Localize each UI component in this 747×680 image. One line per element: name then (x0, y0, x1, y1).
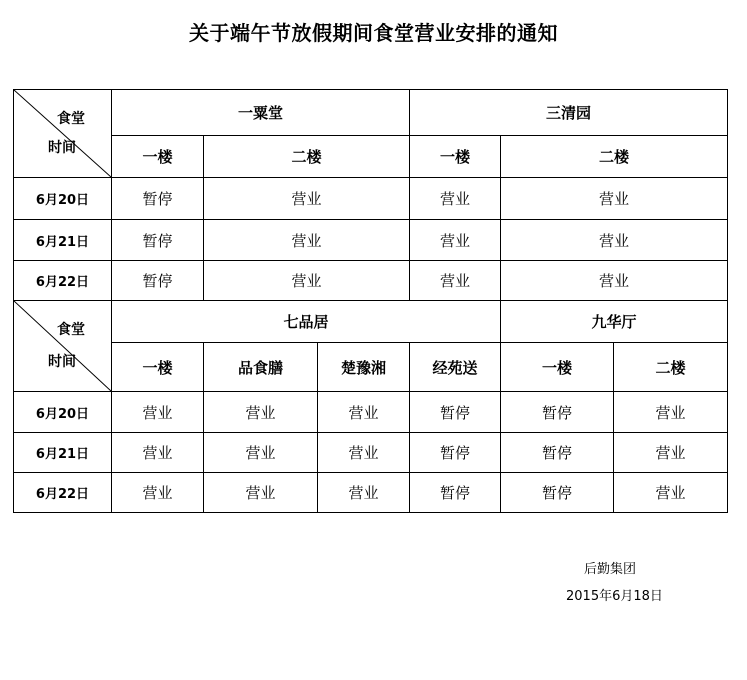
time-label: 时间 (48, 140, 76, 156)
status-cell: 营业 (410, 220, 501, 261)
status-cell: 营业 (318, 392, 410, 433)
status-cell: 暂停 (410, 433, 501, 473)
date-cell: 6月22日 (14, 261, 112, 301)
table-row (14, 473, 728, 513)
floor-header: 二楼 (204, 136, 410, 178)
status-cell: 营业 (614, 473, 728, 513)
status-cell: 暂停 (501, 433, 614, 473)
status-cell: 暂停 (410, 392, 501, 433)
status-cell: 营业 (204, 220, 410, 261)
canteen-name: 九华厅 (501, 301, 728, 343)
corner-header (14, 301, 112, 392)
schedule-table-2 (13, 300, 728, 513)
status-cell: 营业 (112, 473, 204, 513)
status-cell: 营业 (410, 261, 501, 301)
date-cell: 6月21日 (14, 220, 112, 261)
floor-header: 二楼 (501, 136, 728, 178)
status-cell: 营业 (318, 433, 410, 473)
diagonal-line (14, 90, 111, 177)
floor-header: 一楼 (501, 343, 614, 392)
status-cell: 营业 (614, 433, 728, 473)
status-cell: 营业 (112, 433, 204, 473)
canteen-name: 一粟堂 (112, 90, 410, 136)
status-cell: 暂停 (112, 178, 204, 220)
diagonal-line (14, 301, 111, 391)
notice-title: 关于端午节放假期间食堂营业安排的通知 (189, 21, 558, 45)
status-cell: 营业 (204, 433, 318, 473)
status-cell: 营业 (204, 261, 410, 301)
floor-header: 楚豫湘 (318, 343, 410, 392)
status-cell: 暂停 (112, 220, 204, 261)
date-cell: 6月22日 (14, 473, 112, 513)
canteen-label: 食堂 (57, 322, 85, 338)
issue-date: 2015年6月18日 (566, 589, 663, 604)
status-cell: 营业 (501, 178, 728, 220)
status-cell: 暂停 (501, 473, 614, 513)
table-row (14, 261, 728, 301)
status-cell: 营业 (410, 178, 501, 220)
table-row (14, 392, 728, 433)
schedule-table-1 (13, 89, 728, 301)
floor-header: 经苑送 (410, 343, 501, 392)
corner-header (14, 90, 112, 178)
table-row (14, 220, 728, 261)
floor-header: 二楼 (614, 343, 728, 392)
date-cell: 6月20日 (14, 178, 112, 220)
table-row (14, 433, 728, 473)
canteen-name: 三清园 (410, 90, 728, 136)
canteen-label: 食堂 (57, 111, 85, 127)
status-cell: 营业 (501, 220, 728, 261)
table-row (14, 178, 728, 220)
date-cell: 6月21日 (14, 433, 112, 473)
status-cell: 营业 (318, 473, 410, 513)
status-cell: 营业 (204, 392, 318, 433)
issuer-name: 后勤集团 (584, 562, 637, 577)
date-cell: 6月20日 (14, 392, 112, 433)
time-label: 时间 (48, 354, 76, 370)
status-cell: 营业 (501, 261, 728, 301)
status-cell: 营业 (614, 392, 728, 433)
status-cell: 营业 (204, 473, 318, 513)
status-cell: 营业 (112, 392, 204, 433)
status-cell: 营业 (204, 178, 410, 220)
canteen-name: 七品居 (112, 301, 501, 343)
status-cell: 暂停 (501, 392, 614, 433)
status-cell: 暂停 (410, 473, 501, 513)
floor-header: 一楼 (112, 343, 204, 392)
floor-header: 一楼 (410, 136, 501, 178)
status-cell: 暂停 (112, 261, 204, 301)
floor-header: 品食膳 (204, 343, 318, 392)
floor-header: 一楼 (112, 136, 204, 178)
